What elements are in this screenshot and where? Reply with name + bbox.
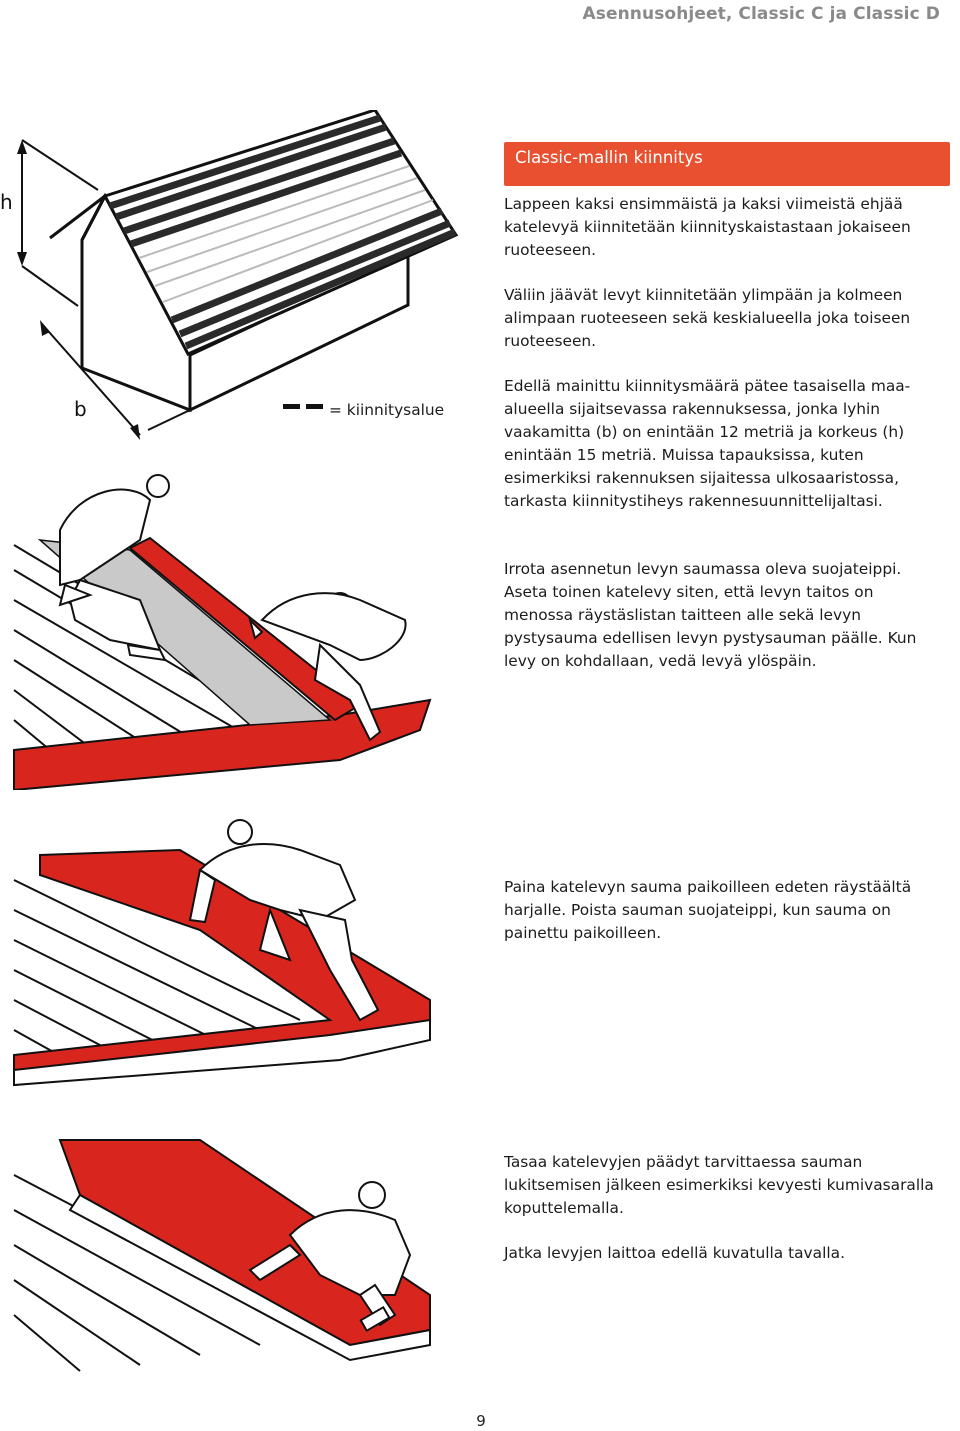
installation-illustration-2	[0, 810, 440, 1090]
paragraph-6: Tasaa katelevyjen päädyt tarvittaessa sauman lukitsemisen jälkeen esimerkiksi kevyesti kumivasaralla koputtelemalla.	[504, 1153, 934, 1217]
legend-label: = kiinnitysalue	[329, 401, 445, 419]
paragraph-7: Jatka levyjen laittoa edellä kuvatulla tavalla.	[504, 1244, 845, 1262]
legend	[283, 398, 444, 422]
installation-illustration-1	[0, 470, 440, 790]
section-title: Classic-mallin kiinnitys	[515, 148, 703, 167]
width-label: b	[74, 397, 87, 421]
paragraph-1: Lappeen kaksi ensimmäistä ja kaksi viimeistä ehjää katelevyä kiinnitetään kiinnityskaistastaan jokaiseen ruoteeseen.	[504, 195, 911, 259]
paragraph-5: Paina katelevyn sauma paikoilleen edeten räystäältä harjalle. Poista sauman suojateippi, kun sauma on painettu paikoilleen.	[504, 878, 912, 942]
height-label: h	[0, 190, 13, 214]
paragraph-3: Edellä mainittu kiinnitysmäärä pätee tasaisella maa-alueella sijaitsevassa rakennuksessa, jonka lyhin vaakamitta (b) on enintään 12 metriä ja korkeus (h) enintään 15 metriä. Muissa tapauksissa, kuten esimerkiksi rakennuksen sijaitessa ulkosaaristossa, tarkasta kiinnitystiheys rakennesuunnittelijaltasi.	[504, 377, 911, 510]
document-header: Asennusohjeet, Classic C ja Classic D	[582, 4, 940, 24]
dashed-line-icon	[283, 404, 323, 409]
section-title-bar	[504, 142, 950, 186]
installation-illustration-3	[0, 1135, 440, 1375]
paragraph-2: Väliin jäävät levyt kiinnitetään ylimpään ja kolmeen alimpaan ruoteeseen sekä keskialueella joka toiseen ruoteeseen.	[504, 286, 911, 350]
paragraph-4: Irrota asennetun levyn saumassa oleva suojateippi. Aseta toinen katelevy siten, että levyn taitos on menossa räystäslistan taitteen alle sekä levyn pystysauma edellisen levyn pystysauman päälle. Kun levy on kohdallaan, vedä levyä ylöspäin.	[504, 560, 917, 670]
page-number: 9	[476, 1412, 486, 1430]
